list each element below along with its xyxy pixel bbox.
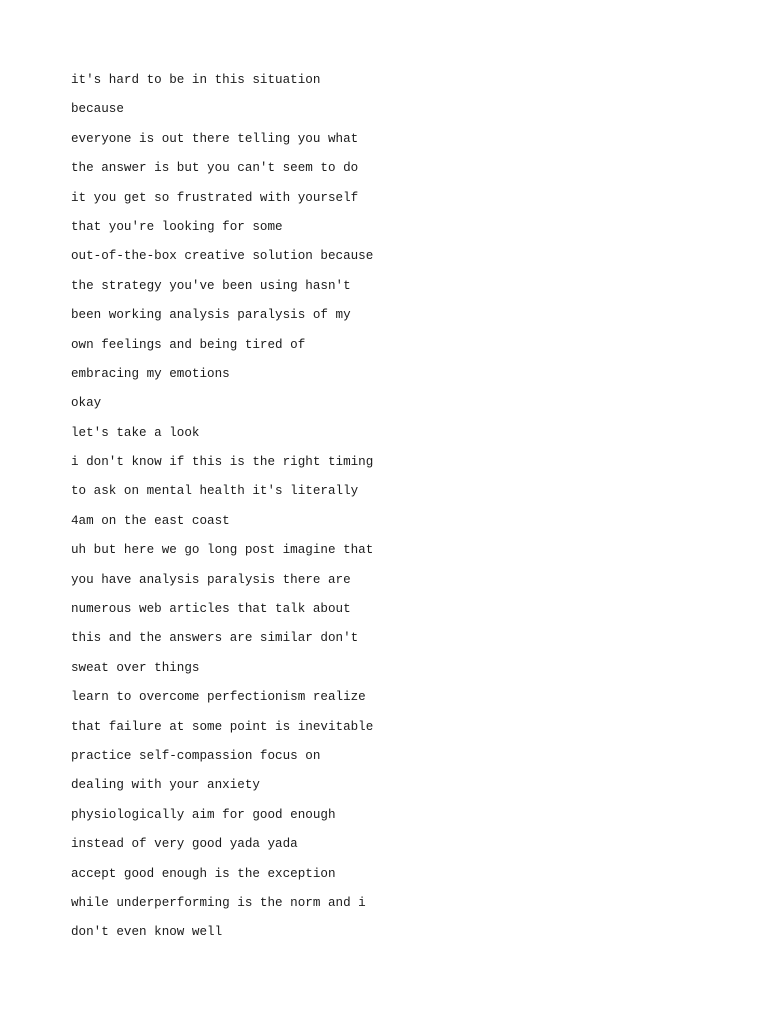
- text-line: numerous web articles that talk about: [71, 602, 351, 617]
- text-line: because: [71, 102, 124, 117]
- text-line: okay: [71, 396, 102, 411]
- text-line: own feelings and being tired of: [71, 337, 306, 352]
- text-line: don't even know well: [71, 925, 223, 940]
- text-line: embracing my emotions: [71, 366, 230, 381]
- text-line: physiologically aim for good enough: [71, 807, 336, 822]
- text-line: 4am on the east coast: [71, 513, 230, 528]
- text-line: instead of very good yada yada: [71, 837, 298, 852]
- text-line: uh but here we go long post imagine that: [71, 543, 374, 558]
- text-line: that you're looking for some: [71, 219, 283, 234]
- text-line: to ask on mental health it's literally: [71, 484, 359, 499]
- text-line: let's take a look: [71, 425, 200, 440]
- text-line: learn to overcome perfectionism realize: [71, 690, 366, 705]
- text-line: it's hard to be in this situation: [71, 73, 321, 87]
- text-line: i don't know if this is the right timing: [71, 455, 374, 470]
- text-line: the strategy you've been using hasn't: [71, 278, 351, 293]
- text-line: sweat over things: [71, 660, 200, 675]
- text-line: practice self-compassion focus on: [71, 748, 321, 763]
- text-line: while underperforming is the norm and i: [71, 895, 366, 910]
- text-line: you have analysis paralysis there are: [71, 572, 351, 587]
- text-line: it you get so frustrated with yourself: [71, 190, 359, 205]
- text-line: accept good enough is the exception: [71, 866, 336, 881]
- text-line: been working analysis paralysis of my: [71, 308, 351, 323]
- text-line: everyone is out there telling you what: [71, 131, 359, 146]
- text-line: this and the answers are similar don't: [71, 631, 359, 646]
- text-line: the answer is but you can't seem to do: [71, 161, 359, 176]
- transcript-text: [71, 70, 373, 952]
- text-line: that failure at some point is inevitable: [71, 719, 374, 734]
- text-line: dealing with your anxiety: [71, 778, 260, 793]
- text-line: out-of-the-box creative solution because: [71, 249, 374, 264]
